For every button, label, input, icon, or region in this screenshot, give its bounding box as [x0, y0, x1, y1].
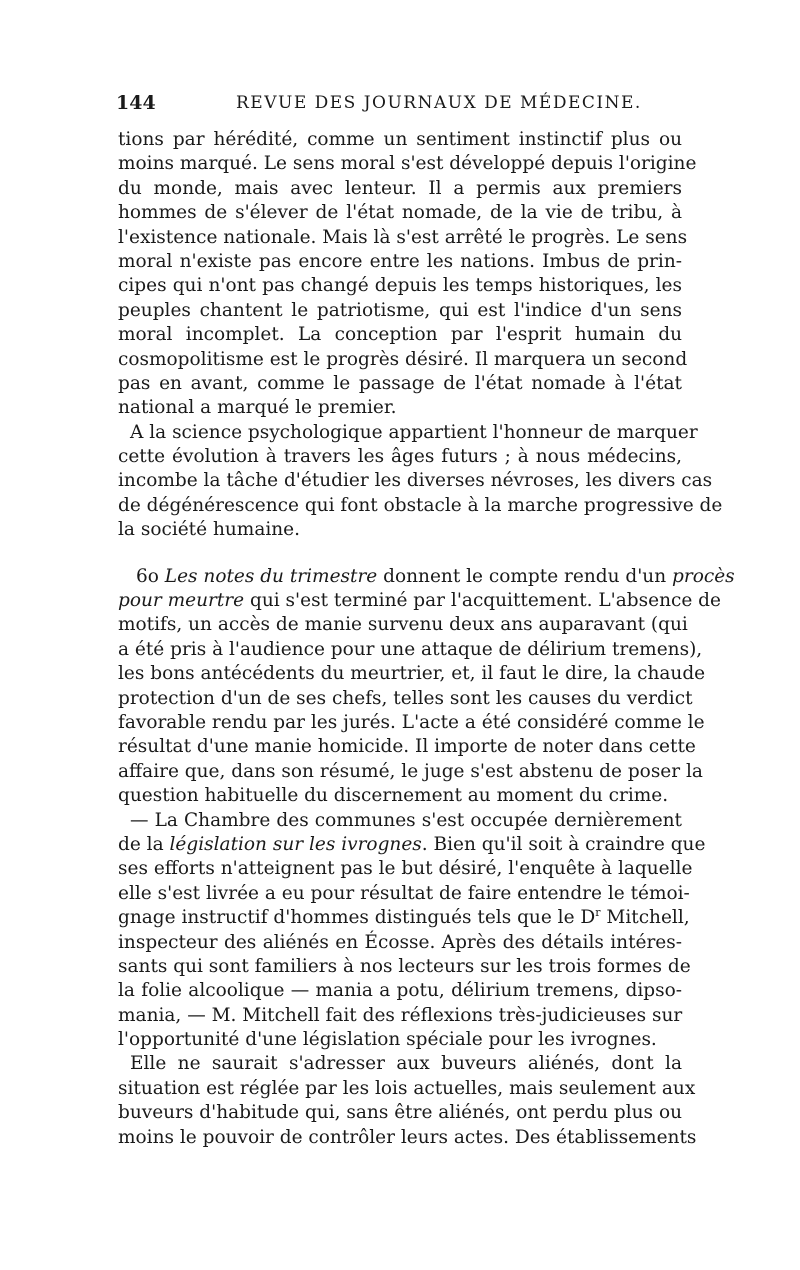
text-line [118, 833, 706, 857]
text-line: ses efforts n'atteignent pas le but désiré, l'enquête à laquelle [118, 858, 693, 880]
text-line: moins marqué. Le sens moral s'est développé depuis l'origine [118, 153, 697, 175]
text-line: inspecteur des aliénés en Écosse. Après des détails intéres- [118, 931, 682, 953]
text-run: qui s'est terminé par l'acquittement. L'absence de [244, 590, 721, 612]
text-line [118, 905, 690, 930]
italic-term: pour meurtre [118, 590, 245, 612]
text-run: Mitchell, [600, 907, 690, 929]
text-line: résultat d'une manie homicide. Il importe de noter dans cette [118, 736, 696, 758]
text-line: la société humaine. [118, 519, 301, 541]
text-run: de la [118, 833, 170, 855]
text-run: gnage instructif d'hommes distingués tels que le D [118, 907, 596, 929]
page-number: 144 [116, 92, 156, 114]
text-line: moral incomplet. La conception par l'esprit humain du [118, 324, 682, 346]
text-line: A la science psychologique appartient l'honneur de marquer [130, 421, 698, 443]
italic-title: Les notes du trimestre [164, 565, 378, 587]
text-line: motifs, un accès de manie survenu deux ans auparavant (qui [118, 614, 688, 636]
text-line: les bons antécédents du meurtrier, et, il faut le dire, la chaude [118, 663, 706, 685]
running-head: REVUE DES JOURNAUX DE MÉDECINE. [236, 93, 642, 113]
italic-term: législation sur les ivrognes [169, 833, 422, 855]
text-line: favorable rendu par les jurés. L'acte a été considéré comme le [118, 711, 705, 733]
text-line: situation est réglée par les lois actuelles, mais seulement aux [118, 1077, 696, 1099]
text-line: affaire que, dans son résumé, le juge s'est abstenu de poser la [118, 760, 703, 782]
text-line: cosmopolitisme est le progrès désiré. Il marquera un second [118, 348, 688, 370]
text-line: moins le pouvoir de contrôler leurs actes. Des établissements [118, 1126, 697, 1148]
text-line: de dégénérescence qui font obstacle à la marche progressive de [118, 494, 723, 516]
text-line: pas en avant, comme le passage de l'état nomade à l'état [118, 372, 682, 394]
text-line: tions par hérédité, comme un sentiment instinctif plus ou [118, 129, 682, 150]
text-line [118, 589, 721, 613]
text-line: elle s'est livrée a eu pour résultat de faire entendre le témoi- [118, 882, 690, 904]
text-line: peuples chantent le patriotisme, qui est l'indice d'un sens [118, 299, 682, 321]
text-line: cipes qui n'ont pas changé depuis les temps historiques, les [118, 275, 682, 297]
page-header [116, 92, 682, 122]
text-line: question habituelle du discernement au moment du crime. [118, 785, 669, 807]
text-line: mania, — M. Mitchell fait des réflexions très-judicieuses sur [118, 1004, 683, 1026]
superscript: r [595, 905, 601, 919]
body-text [118, 128, 735, 1150]
text-line [118, 565, 735, 589]
text-line: Elle ne saurait s'adresser aux buveurs aliénés, dont la [130, 1053, 682, 1075]
text-line: hommes de s'élever de l'état nomade, de la vie de tribu, à [118, 202, 682, 224]
text-line: incombe la tâche d'étudier les diverses névroses, les divers cas [118, 470, 713, 492]
text-line: sants qui sont familiers à nos lecteurs sur les trois formes de [118, 955, 691, 977]
section-number: 6o [136, 565, 165, 587]
text-run: . Bien qu'il soit à craindre que [421, 833, 706, 855]
text-line: national a marqué le premier. [118, 397, 397, 419]
text-line: buveurs d'habitude qui, sans être aliénés, ont perdu plus ou [118, 1102, 682, 1124]
text-line: — La Chambre des communes s'est occupée dernièrement [130, 809, 682, 831]
italic-term: procès [672, 565, 735, 587]
text-line: moral n'existe pas encore entre les nations. Imbus de prin- [118, 250, 682, 272]
text-line: l'existence nationale. Mais là s'est arrêté le progrès. Le sens [118, 226, 688, 248]
text-line: protection d'un de ses chefs, telles sont les causes du verdict [118, 687, 693, 709]
text-run: donnent le compte rendu d'un [377, 565, 673, 587]
text-line: cette évolution à travers les âges futurs ; à nous médecins, [118, 446, 682, 468]
text-line: la folie alcoolique — mania a potu, délirium tremens, dipso- [118, 980, 682, 1002]
paragraph-gap [118, 543, 682, 565]
text-line: du monde, mais avec lenteur. Il a permis aux premiers [118, 177, 682, 199]
text-line: a été pris à l'audience pour une attaque de délirium tremens), [118, 638, 703, 660]
text-line: l'opportunité d'une législation spéciale pour les ivrognes. [118, 1029, 657, 1051]
